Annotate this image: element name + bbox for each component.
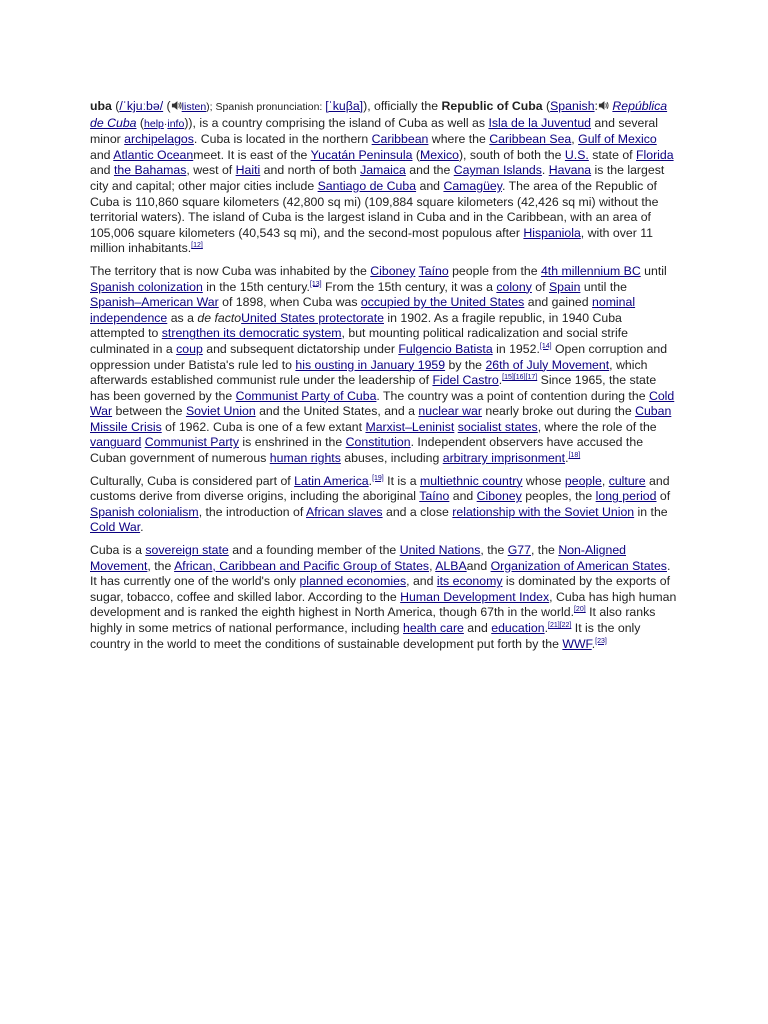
- link-kju-b[interactable]: /ˈkjuːbə/: [119, 99, 164, 113]
- text-run: , where the role of the: [537, 419, 657, 434]
- text-run: and a close: [382, 504, 453, 519]
- citation-link[interactable]: [18]: [568, 451, 581, 459]
- link-people[interactable]: people: [564, 473, 602, 488]
- citation-link[interactable]: [15][16][17]: [502, 374, 538, 381]
- link-multiethnic-country[interactable]: multiethnic country: [419, 473, 523, 488]
- link-caribbean-sea[interactable]: Caribbean Sea: [489, 132, 572, 147]
- link-soviet-union[interactable]: Soviet Union: [185, 404, 256, 419]
- link-fidel-castro[interactable]: Fidel Castro: [432, 373, 499, 388]
- link-fulgencio-batista[interactable]: Fulgencio Batista: [398, 341, 493, 356]
- link-4th-millennium-bc[interactable]: 4th millennium BC: [540, 263, 641, 278]
- text-run: (: [542, 99, 551, 113]
- citation-link[interactable]: [20]: [573, 606, 586, 614]
- link-info[interactable]: info: [167, 117, 185, 130]
- link-relationship-with-the-soviet-union[interactable]: relationship with the Soviet Union: [452, 504, 635, 519]
- text-run: Republic of Cuba: [441, 99, 543, 113]
- link-haiti[interactable]: Haiti: [235, 163, 261, 178]
- text-run: Cuba is a: [90, 543, 146, 558]
- link-cold-war[interactable]: Cold War: [90, 388, 675, 419]
- text-run: by the: [445, 357, 486, 372]
- text-run: and: [90, 163, 114, 178]
- speaker-icon[interactable]: [598, 100, 609, 111]
- paragraph-3: [90, 474, 678, 536]
- link-communist-party[interactable]: Communist Party: [144, 435, 240, 450]
- text-run: and gained: [524, 295, 593, 310]
- text-run: Culturally, Cuba is considered part of: [90, 473, 295, 488]
- text-run: uba: [90, 99, 112, 113]
- text-run: and the United States, and a: [255, 404, 419, 419]
- link-wwf[interactable]: WWF: [562, 636, 592, 651]
- text-run: and the: [405, 163, 454, 178]
- text-run: , the: [530, 543, 559, 558]
- text-run: :: [594, 99, 598, 113]
- text-run: as a: [167, 310, 198, 325]
- link-communist-party-of-cuba[interactable]: Communist Party of Cuba: [235, 388, 377, 403]
- text-run: . The country was a point of contention during the: [376, 388, 649, 403]
- link-atlantic-ocean[interactable]: Atlantic Ocean: [113, 147, 194, 162]
- link-non-aligned-movement[interactable]: Non-Aligned Movement: [90, 543, 627, 573]
- text-run: The territory that is now Cuba was inhabited by the: [90, 263, 371, 278]
- article-body: [90, 99, 678, 659]
- text-run: , the: [480, 543, 508, 558]
- text-run: is dominated by the exports of sugar, tobacco, coffee and skilled labor. According to the: [90, 574, 670, 604]
- link-constitution[interactable]: Constitution: [345, 435, 411, 450]
- link-african-caribbean-and-pacific-group-of-s[interactable]: African, Caribbean and Pacific Group of States: [174, 558, 430, 573]
- text-run: in the: [634, 504, 668, 519]
- link-ciboney[interactable]: Ciboney: [370, 263, 416, 278]
- text-run: . It has currently one of the world's only: [90, 558, 671, 589]
- text-run: ), south of both the: [458, 147, 565, 162]
- link-latin-america[interactable]: Latin America: [294, 473, 369, 488]
- link-mexico[interactable]: Mexico: [419, 147, 459, 162]
- link-marxist-leninist[interactable]: Marxist–Leninist: [365, 419, 455, 434]
- text-run: Open corruption and oppression under Batista's rule led to: [90, 341, 668, 372]
- text-run: nearly broke out during the: [481, 404, 636, 419]
- text-run: , and: [406, 574, 437, 589]
- link-culture[interactable]: culture: [608, 473, 646, 488]
- link-african-slaves[interactable]: African slaves: [306, 504, 383, 519]
- text-run: is the largest city and capital; other major cities include: [90, 163, 665, 193]
- text-run: and several minor: [90, 115, 658, 147]
- link-cuban-missile-crisis[interactable]: Cuban Missile Crisis: [90, 404, 672, 434]
- text-run: . Independent observers have accused the Cuban government of numerous: [90, 435, 644, 466]
- text-run: de facto: [197, 310, 242, 325]
- link-colony[interactable]: colony: [496, 279, 532, 294]
- text-run: Spanish pronunciation:: [215, 101, 326, 113]
- text-run: is enshrined in the: [239, 435, 346, 450]
- text-run: (: [412, 147, 420, 162]
- link-havana[interactable]: Havana: [548, 163, 592, 178]
- text-run: and: [449, 489, 477, 504]
- link-arbitrary-imprisonment[interactable]: arbitrary imprisonment: [442, 451, 566, 466]
- text-run: It is the only country in the world to meet the conditions of sustainable development put forth by the: [90, 621, 641, 651]
- link-u-s[interactable]: U.S.: [564, 147, 589, 162]
- text-run: ·: [163, 117, 168, 130]
- link-jamaica[interactable]: Jamaica: [360, 163, 406, 178]
- text-run: , with over 11 million inhabitants.: [90, 225, 654, 256]
- citation-link[interactable]: [12]: [191, 242, 203, 250]
- link-nominal-independence[interactable]: nominal independence: [90, 295, 636, 325]
- link-health-care[interactable]: health care: [403, 621, 464, 635]
- text-run: and a founding member of the: [228, 543, 400, 558]
- link-santiago-de-cuba[interactable]: Santiago de Cuba: [317, 178, 417, 193]
- text-run: and: [90, 147, 114, 162]
- link-human-rights[interactable]: human rights: [269, 451, 341, 466]
- link-hispaniola[interactable]: Hispaniola: [523, 225, 581, 240]
- text-run: ,: [429, 558, 436, 573]
- text-run: of 1962. Cuba is one of a few extant: [161, 419, 366, 434]
- link-yucat-n-peninsula[interactable]: Yucatán Peninsula: [310, 147, 413, 162]
- text-run: (: [111, 99, 120, 113]
- link-socialist-states[interactable]: socialist states: [457, 419, 538, 434]
- link-listen[interactable]: listen: [181, 101, 207, 113]
- link-vanguard[interactable]: vanguard: [90, 435, 142, 450]
- text-run: where the: [428, 132, 490, 147]
- text-run: until: [640, 263, 667, 278]
- citation-link[interactable]: [14]: [539, 342, 552, 350]
- link-florida[interactable]: Florida: [636, 147, 674, 162]
- text-run: , which afterwards established communist rule under the leadership of: [90, 357, 648, 388]
- text-run: )), is a country comprising the island of Cuba as well as: [184, 115, 489, 130]
- text-run: until the: [580, 279, 627, 294]
- text-run: meet. It is east of the: [193, 147, 311, 162]
- link-united-states-protectorate[interactable]: United States protectorate: [241, 310, 384, 325]
- link-ta-no[interactable]: Taíno: [419, 489, 450, 504]
- text-run: and: [463, 621, 492, 635]
- text-run: .: [591, 636, 596, 651]
- text-run: It also ranks highly in some metrics of national performance, including: [90, 605, 656, 635]
- text-run: It is a: [383, 473, 420, 488]
- speaker-icon[interactable]: [171, 100, 182, 111]
- text-run: , but mounting political radicalization and social strife culminated in a: [90, 326, 628, 356]
- text-run: .: [541, 163, 549, 178]
- text-run: , Cuba has high human development and is ranked the eighth highest in North America, though 67th in the world.: [90, 589, 677, 620]
- text-run: in the 15th century.: [202, 279, 310, 294]
- text-run: ,: [601, 473, 609, 488]
- text-run: whose: [522, 473, 565, 488]
- text-run: , the introduction of: [198, 504, 307, 519]
- link-alba[interactable]: ALBA: [435, 558, 467, 573]
- link-cayman-islands[interactable]: Cayman Islands: [453, 163, 542, 178]
- text-run: (: [136, 115, 145, 130]
- text-run: of: [656, 489, 671, 504]
- text-run: . Cuba is located in the northern: [193, 132, 372, 147]
- text-run: peoples, the: [521, 489, 596, 504]
- link-spanish[interactable]: Spanish: [550, 99, 595, 113]
- link-26th-of-july-movement[interactable]: 26th of July Movement: [485, 357, 610, 372]
- text-run: abuses, including: [340, 451, 443, 466]
- link-sovereign-state[interactable]: sovereign state: [145, 543, 229, 558]
- text-run: people from the: [448, 263, 541, 278]
- text-run: Since 1965, the state has been governed by the: [90, 373, 657, 403]
- link-planned-economies[interactable]: planned economies: [299, 574, 407, 589]
- link-education[interactable]: education: [491, 621, 545, 635]
- link-occupied-by-the-united-states[interactable]: occupied by the United States: [360, 295, 525, 310]
- text-run: and: [416, 178, 444, 193]
- link-long-period[interactable]: long period: [595, 489, 657, 504]
- text-run: in 1952.: [492, 341, 540, 356]
- paragraph-2: [90, 264, 678, 467]
- link-nuclear-war[interactable]: nuclear war: [418, 404, 482, 419]
- link-ta-no[interactable]: Taíno: [418, 263, 449, 278]
- link-coup[interactable]: coup: [176, 341, 203, 356]
- text-run: ,: [571, 132, 579, 147]
- link-isla-de-la-juventud[interactable]: Isla de la Juventud: [488, 115, 591, 130]
- link-strengthen-its-democratic-system[interactable]: strengthen its democratic system: [161, 326, 342, 341]
- text-run: , west of: [186, 163, 236, 178]
- link-spanish-colonialism[interactable]: Spanish colonialism: [90, 504, 199, 519]
- link-help[interactable]: help: [144, 117, 164, 130]
- text-run: .: [544, 621, 549, 635]
- text-run: ), officially the: [363, 99, 442, 113]
- link-gulf-of-mexico[interactable]: Gulf of Mexico: [578, 132, 657, 147]
- text-run: , the: [147, 558, 175, 573]
- link-caribbean[interactable]: Caribbean: [371, 132, 429, 147]
- citation-link[interactable]: [19]: [372, 474, 384, 482]
- text-run: .: [498, 373, 503, 388]
- paragraph-1: [90, 99, 678, 257]
- text-run: and customs derive from diverse origins, including the aboriginal: [90, 473, 670, 504]
- text-run: (: [163, 99, 171, 113]
- text-run: and: [466, 558, 491, 573]
- text-run: between the: [112, 404, 186, 419]
- text-run: );: [206, 101, 216, 113]
- link-the-bahamas[interactable]: the Bahamas: [113, 163, 187, 178]
- text-run: and subsequent dictatorship under: [202, 341, 399, 356]
- citation-link[interactable]: [13]: [309, 280, 322, 288]
- link-spanish-american-war[interactable]: Spanish–American War: [90, 295, 219, 310]
- text-run: .: [565, 451, 569, 466]
- link-cold-war[interactable]: Cold War: [90, 520, 141, 535]
- link-spain[interactable]: Spain: [548, 279, 581, 294]
- link-archipelagos[interactable]: archipelagos: [124, 132, 194, 147]
- link-his-ousting-in-january-1959[interactable]: his ousting in January 1959: [295, 357, 446, 372]
- text-run: .: [140, 520, 144, 535]
- link-spanish-colonization[interactable]: Spanish colonization: [90, 279, 203, 294]
- link-ciboney[interactable]: Ciboney: [476, 489, 522, 504]
- link-organization-of-american-states[interactable]: Organization of American States: [490, 558, 667, 573]
- text-run: of 1898, when Cuba was: [218, 295, 361, 310]
- text-run: . The area of the Republic of Cuba is 110,860 square kilometers (42,800 sq mi) (109,884 square kilometers (42,426 sq mi) without the territorial waters). The island of Cuba is the largest island in Cuba and in the Caribbean, with an area of 105,006 square kilometers (40,543 sq mi), and the second-most populous after: [90, 178, 659, 240]
- text-run: state of: [588, 147, 636, 162]
- paragraph-4: [90, 543, 678, 652]
- link-rep-blica-de-cuba[interactable]: República de Cuba: [90, 99, 668, 130]
- link-united-nations[interactable]: United Nations: [399, 543, 481, 558]
- citation-link[interactable]: [23]: [595, 637, 607, 645]
- text-run: and north of both: [260, 163, 361, 178]
- citation-link[interactable]: [21][22]: [548, 621, 572, 629]
- text-run: of: [531, 279, 549, 294]
- text-run: in 1902. As a fragile republic, in 1940 Cuba attempted to: [90, 310, 622, 341]
- text-run: .: [368, 473, 373, 488]
- link-ku-a[interactable]: [ˈkuβa]: [325, 99, 364, 113]
- text-run: From the 15th century, it was a: [321, 279, 497, 294]
- link-g77[interactable]: G77: [507, 543, 531, 558]
- link-camag-ey[interactable]: Camagüey: [443, 178, 502, 193]
- link-human-development-index[interactable]: Human Development Index: [400, 589, 550, 604]
- link-its-economy[interactable]: its economy: [436, 574, 503, 589]
